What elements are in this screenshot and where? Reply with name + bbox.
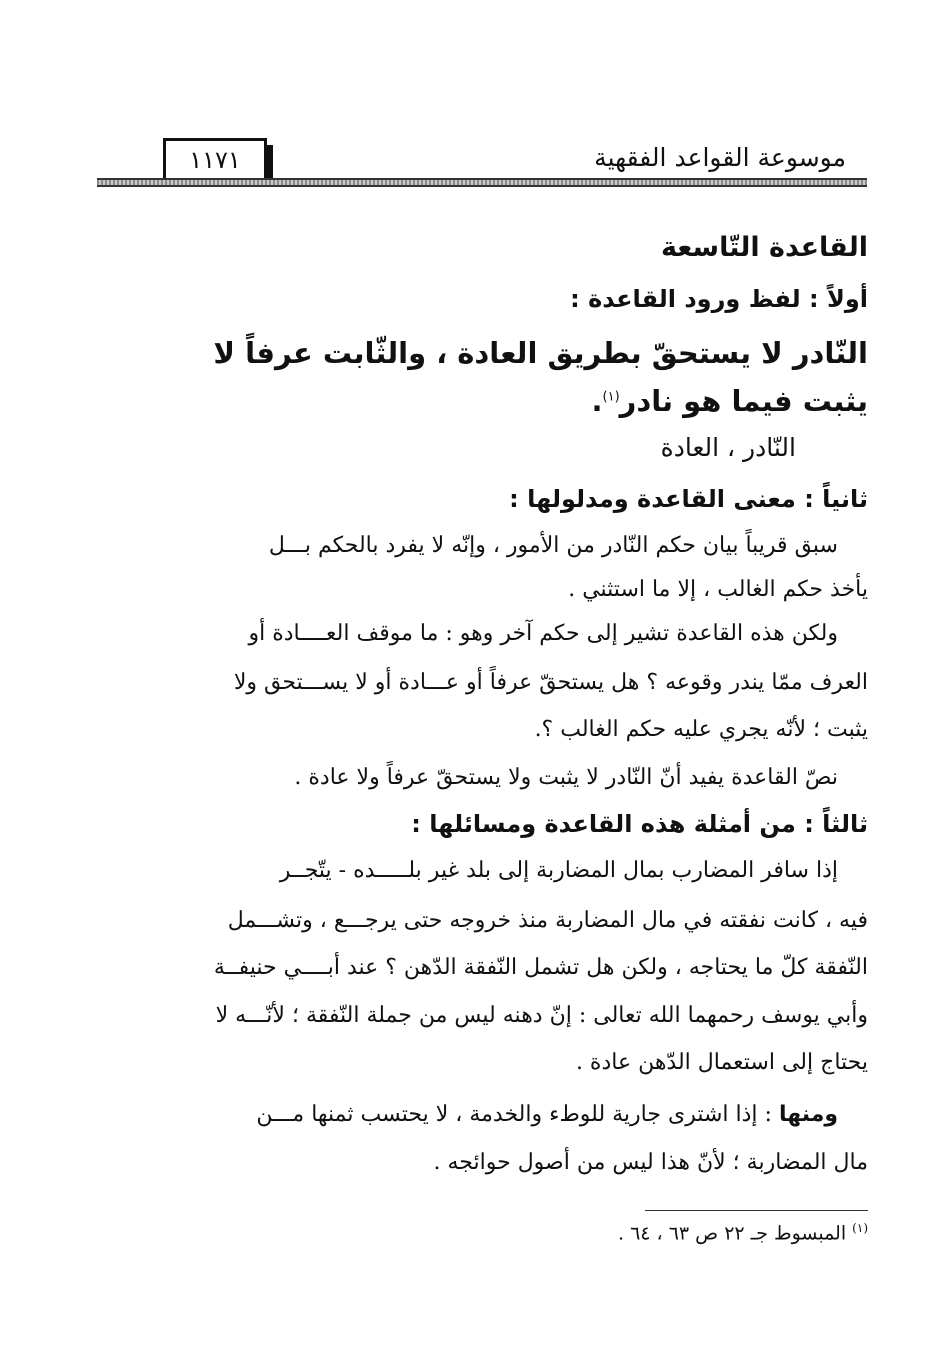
para-1-line-1: سبق قريباً بيان حكم النّادر من الأمور ، وإنّه لا يفرد بالحكم بـــل (268, 533, 838, 558)
para-2-line-1: ولكن هذه القاعدة تشير إلى حكم آخر وهو : ما موقف العــــادة أو (248, 621, 838, 646)
para-5-line-2: مال المضاربة ؛ لأنّ هذا ليس من أصول حوائجه . (433, 1150, 868, 1175)
para-2-line-2: العرف ممّا يندر وقوعه ؟ هل يستحقّ عرفاً أو عـــادة أو لا يســـتحق ولا (233, 670, 868, 695)
para-4-line-1: إذا سافر المضارب بمال المضاربة إلى بلد غير بلـــــده - يتّجــر (279, 858, 838, 883)
footnote-ref: (١) (602, 389, 620, 405)
running-header-title: موسوعة القواعد الفقهية (594, 143, 846, 172)
section-2-label: ثانياً : معنى القاعدة ومدلولها : (509, 485, 868, 513)
footnote-text: المبسوط جـ ٢٢ ص ٦٣ ، ٦٤ . (617, 1222, 847, 1245)
footnote-marker: (١) (852, 1221, 868, 1235)
rule-text-end: . (591, 384, 603, 418)
keywords: النّادر ، العادة (660, 433, 796, 462)
section-1-label: أولاً : لفظ ورود القاعدة : (570, 285, 868, 313)
page-number: ١١٧١ (189, 145, 241, 174)
para-2-line-3: يثبت ؛ لأنّه يجري عليه حكم الغالب ؟. (534, 717, 868, 742)
rule-text-line-2-body: يثبت فيما هو نادر (619, 384, 868, 418)
rule-text-line-1: النّادر لا يستحقّ بطريق العادة ، والثّابت عرفاً لا (213, 336, 868, 370)
rule-text-line-2 (591, 384, 868, 418)
footnote-rule (645, 1210, 868, 1211)
page-number-box (163, 138, 267, 180)
header-rule (97, 178, 867, 187)
para-1-line-2: يأخذ حكم الغالب ، إلا ما استثني . (568, 577, 868, 602)
para-4-line-3: النّفقة كلّ ما يحتاجه ، ولكن هل تشمل النّفقة الدّهن ؟ عند أبــــي حنيفــة (213, 955, 868, 980)
para-5-line-1-rest: : إذا اشترى جارية للوطء والخدمة ، لا يحتسب ثمنها مـــن (256, 1102, 779, 1127)
para-3-line-1: نصّ القاعدة يفيد أنّ النّادر لا يثبت ولا يستحقّ عرفاً ولا عادة . (294, 765, 838, 790)
rule-heading: القاعدة التّاسعة (660, 232, 868, 263)
section-3-label: ثالثاً : من أمثلة هذه القاعدة ومسائلها : (411, 810, 868, 838)
para-5-line-1 (256, 1102, 838, 1127)
footnote (618, 1221, 868, 1244)
para-5-lead: ومنها (778, 1102, 838, 1127)
para-4-line-4: وأبي يوسف رحمهما الله تعالى : إنّ دهنه ليس من جملة النّفقة ؛ لأنّـــه لا (215, 1003, 868, 1028)
para-4-line-2: فيه ، كانت نفقته في مال المضاربة منذ خروجه حتى يرجـــع ، وتشـــمل (227, 908, 868, 933)
para-4-line-5: يحتاج إلى استعمال الدّهن عادة . (575, 1050, 868, 1075)
